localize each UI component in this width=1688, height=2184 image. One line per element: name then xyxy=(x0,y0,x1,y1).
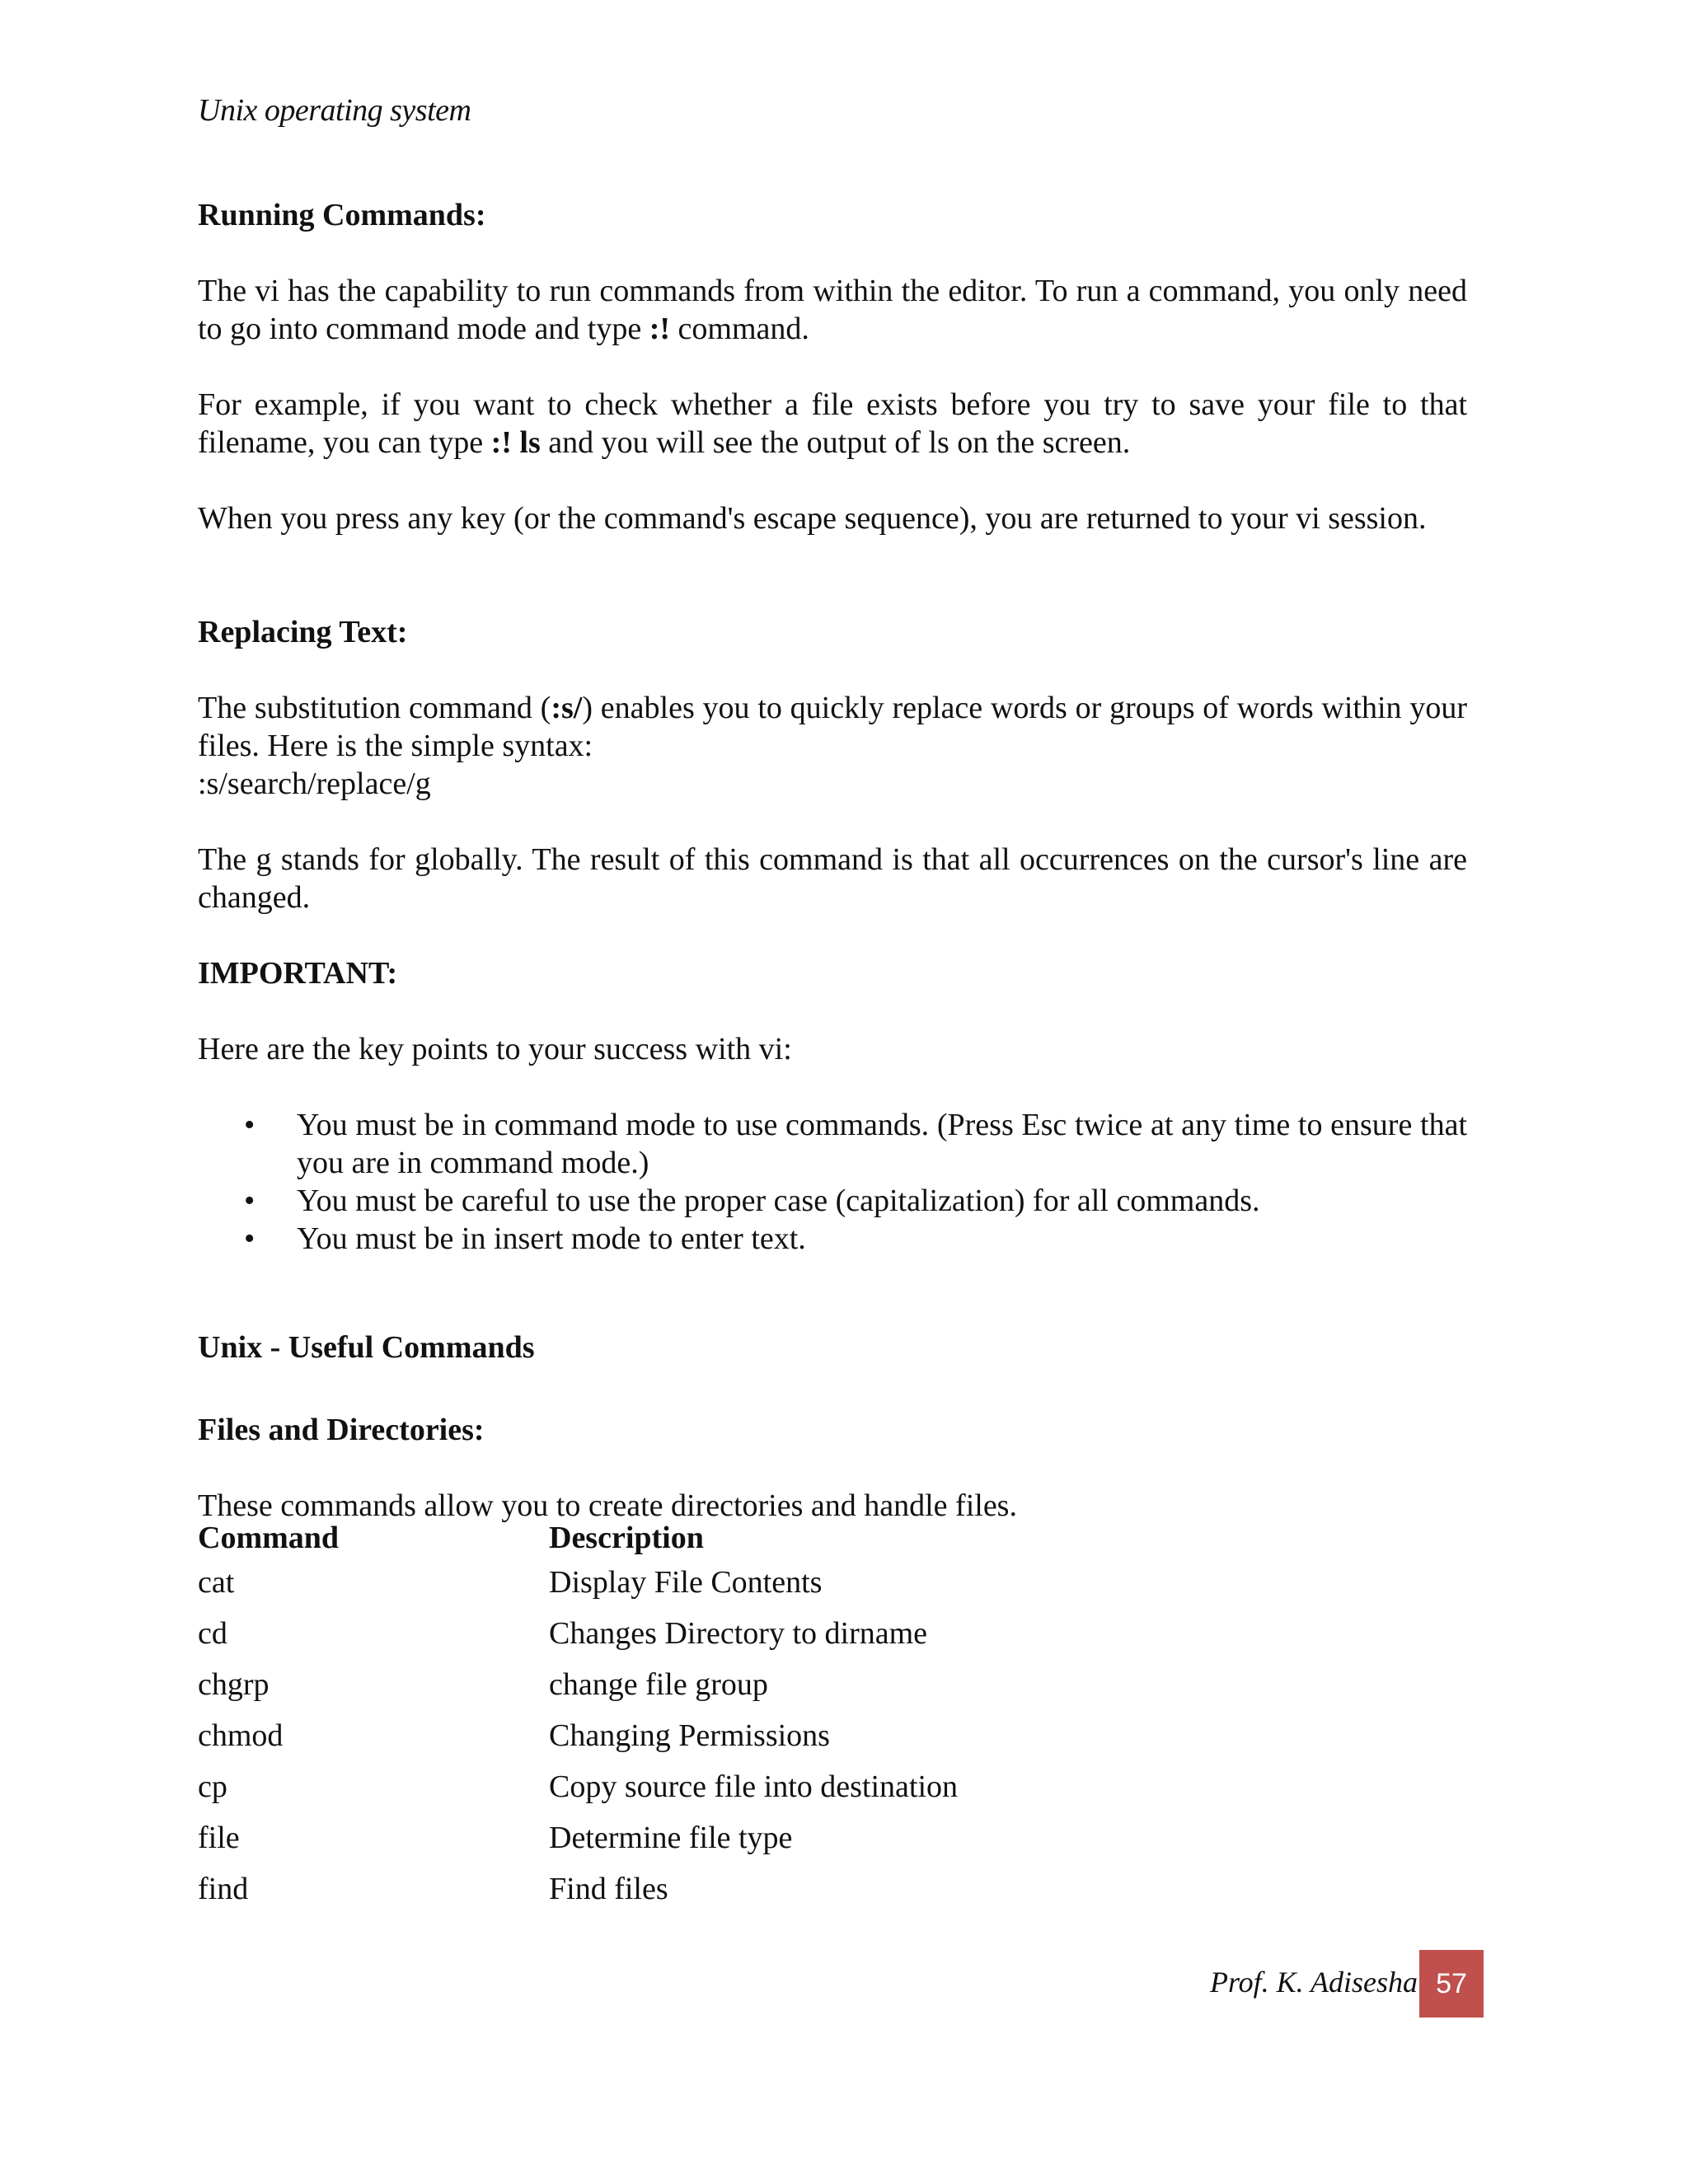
command-cell: file xyxy=(198,1821,240,1855)
heading-files-directories: Files and Directories: xyxy=(198,1413,485,1447)
table-row xyxy=(198,1871,1187,1922)
description-cell: Determine file type xyxy=(549,1821,793,1855)
running-header: Unix operating system xyxy=(198,93,471,128)
list-item: • You must be careful to use the proper case (capitalization) for all commands. xyxy=(244,1183,1260,1218)
command-cell: cp xyxy=(198,1769,227,1804)
table-row xyxy=(198,1820,1187,1871)
code-bang-ls: :! ls xyxy=(490,425,541,460)
list-item: • You must be in insert mode to enter text. xyxy=(244,1221,806,1256)
important-intro: Here are the key points to your success with vi: xyxy=(198,1032,792,1066)
code-bang: :! xyxy=(649,312,671,346)
table-row xyxy=(198,1769,1187,1820)
table-header-row xyxy=(198,1520,1187,1564)
bullet-icon: • xyxy=(244,1183,256,1218)
description-cell: Display File Contents xyxy=(549,1565,823,1600)
paragraph-return-session: When you press any key (or the command's escape sequence), you are returned to your vi session. xyxy=(198,501,1427,536)
paragraph-substitution: The substitution command (:s/) enables you to quickly replace words or groups of words within your files. Here is the simple syntax: xyxy=(198,691,1467,763)
page-number-badge: 57 xyxy=(1419,1950,1484,2018)
key-points-list xyxy=(198,1106,1467,1258)
table-row xyxy=(198,1564,1187,1615)
bullet-icon: • xyxy=(244,1221,256,1256)
column-header-command: Command xyxy=(198,1521,340,1555)
description-cell: change file group xyxy=(549,1667,768,1702)
heading-important: IMPORTANT: xyxy=(198,956,398,991)
paragraph-example-ls: For example, if you want to check whether a file exists before you try to save your file to that filename, you can type :! ls and you will see the output of ls on the screen. xyxy=(198,387,1467,460)
column-header-description: Description xyxy=(549,1521,704,1555)
command-cell: cat xyxy=(198,1565,235,1600)
table-row xyxy=(198,1718,1187,1769)
command-cell: chmod xyxy=(198,1718,284,1753)
heading-replacing-text: Replacing Text: xyxy=(198,615,408,649)
paragraph-run-commands: The vi has the capability to run commands from within the editor. To run a command, you only need to go into command mode and type :! command. xyxy=(198,274,1467,346)
paragraph-globally: The g stands for globally. The result of this command is that all occurrences on the cursor's line are changed. xyxy=(198,842,1467,915)
heading-running-commands: Running Commands: xyxy=(198,198,486,232)
command-cell: cd xyxy=(198,1616,227,1651)
command-cell: chgrp xyxy=(198,1667,270,1702)
commands-table xyxy=(198,1520,1187,1922)
command-cell: find xyxy=(198,1872,249,1906)
description-cell: Find files xyxy=(549,1872,668,1906)
files-intro: These commands allow you to create directories and handle files. xyxy=(198,1488,1017,1523)
syntax-example: :s/search/replace/g xyxy=(198,766,431,801)
description-cell: Copy source file into destination xyxy=(549,1769,959,1804)
description-cell: Changing Permissions xyxy=(549,1718,830,1753)
list-item: • You must be in command mode to use commands. (Press Esc twice at any time to ensure that you are in command mode.) xyxy=(244,1108,1467,1180)
description-cell: Changes Directory to dirname xyxy=(549,1616,928,1651)
table-row xyxy=(198,1615,1187,1666)
code-substitute: :s/ xyxy=(551,691,583,725)
heading-useful-commands: Unix - Useful Commands xyxy=(198,1330,535,1365)
footer-author: Prof. K. Adisesha xyxy=(1209,1966,1418,1999)
table-row xyxy=(198,1666,1187,1718)
bullet-icon: • xyxy=(244,1108,256,1142)
